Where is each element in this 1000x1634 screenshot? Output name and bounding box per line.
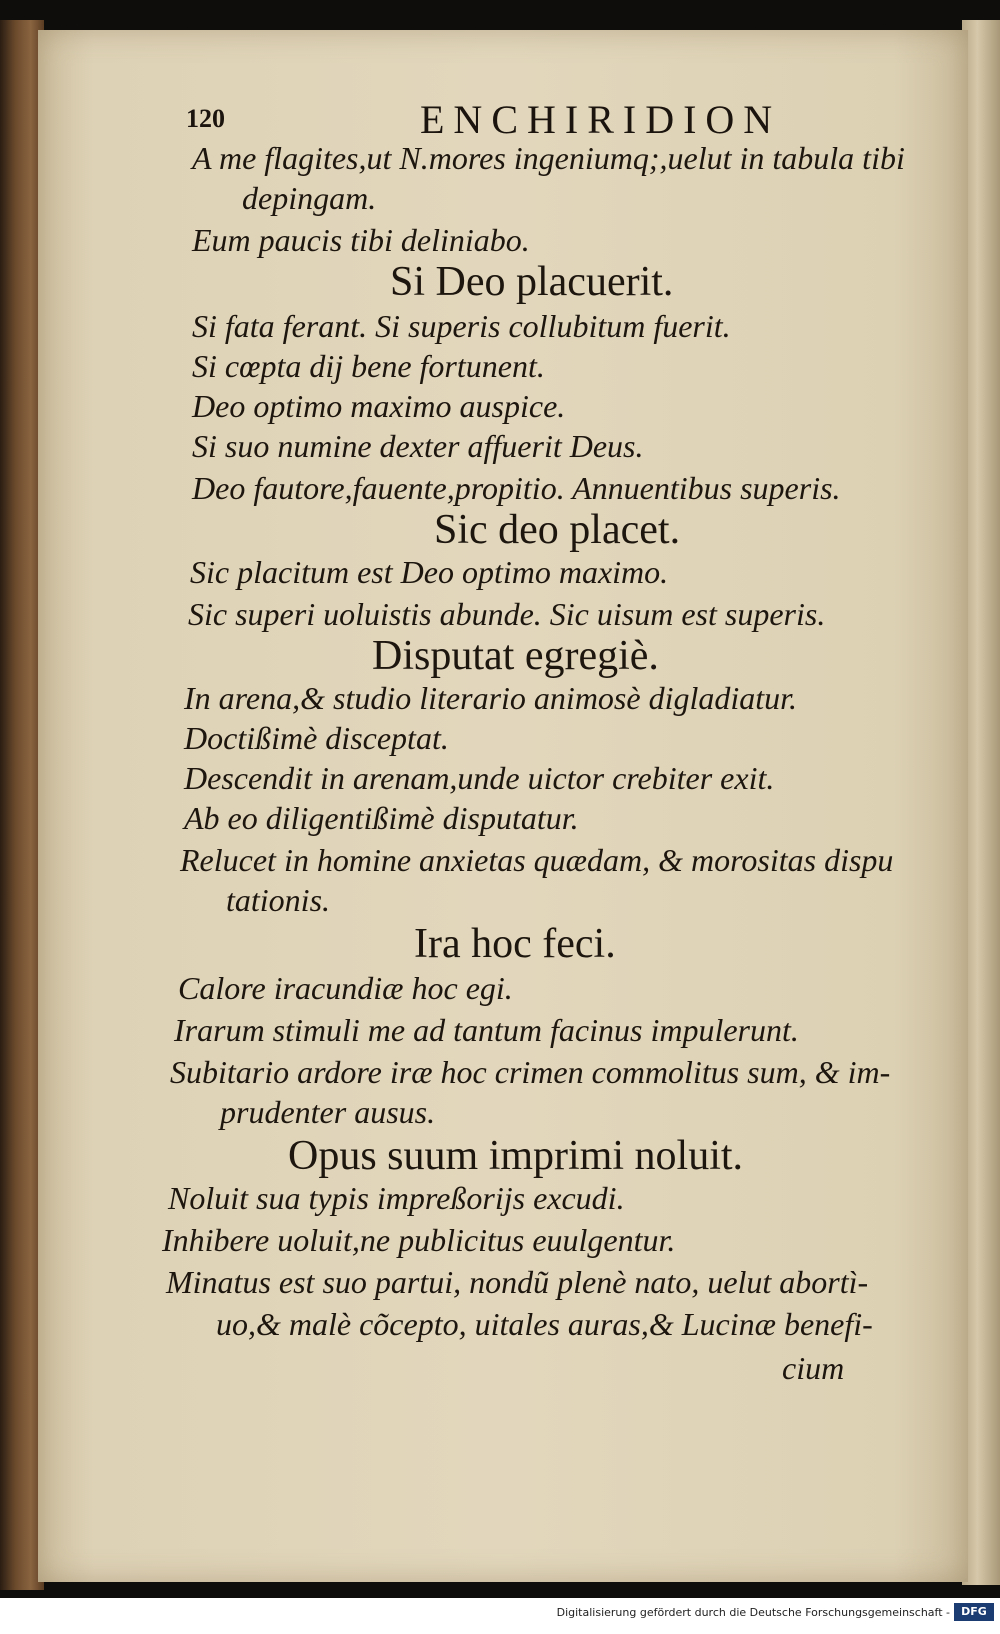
text-line: prudenter ausus. (220, 1094, 436, 1130)
page-header (38, 96, 968, 142)
dfg-logo-icon: DFG (954, 1603, 994, 1621)
funding-credit: Digitalisierung gefördert durch die Deutsche Forschungsgemeinschaft - (556, 1606, 950, 1619)
text-line: Sic superi uoluistis abunde. Sic uisum est superis. (188, 596, 826, 632)
text-line: Minatus est suo partui, nondũ plenè nato, uelut abortì- (166, 1264, 869, 1300)
text-line: Inhibere uoluit,ne publicitus euulgentur. (162, 1222, 676, 1258)
text-line: uo,& malè cõcepto, uitales auras,& Lucinæ benefi- (216, 1306, 873, 1342)
text-line: Si suo numine dexter affuerit Deus. (192, 428, 644, 464)
text-line: depingam. (242, 180, 377, 216)
text-line: Deo optimo maximo auspice. (192, 388, 566, 424)
text-line: Relucet in homine anxietas quædam, & morositas dispu (180, 842, 894, 878)
section-heading: Disputat egregiè. (372, 633, 659, 679)
text-line: Si fata ferant. Si superis collubitum fuerit. (192, 308, 731, 344)
text-line: Descendit in arenam,unde uictor crebiter exit. (184, 760, 775, 796)
text-line: In arena,& studio literario animosè digladiatur. (184, 680, 798, 716)
book-page (38, 30, 968, 1582)
text-line: Noluit sua typis impreßorijs excudi. (168, 1180, 625, 1216)
text-line: Subitario ardore iræ hoc crimen commolitus sum, & im- (170, 1054, 891, 1090)
text-line: Calore iracundiæ hoc egi. (178, 970, 513, 1006)
text-line: Sic placitum est Deo optimo maximo. (190, 554, 669, 590)
text-line: Deo fautore,fauente,propitio. Annuentibus superis. (192, 470, 841, 506)
section-heading: Sic deo placet. (434, 507, 681, 553)
text-line: tationis. (226, 882, 331, 918)
text-line: Eum paucis tibi deliniabo. (192, 222, 530, 258)
text-line: Ab eo diligentißimè disputatur. (184, 800, 579, 836)
page-number: 120 (186, 104, 225, 133)
text-line: Irarum stimuli me ad tantum facinus impulerunt. (174, 1012, 799, 1048)
text-line: A me flagites,ut N.mores ingeniumq;,uelut in tabula tibi (192, 140, 905, 176)
catchword: cium (782, 1350, 845, 1386)
text-line: Si cœpta dij bene fortunent. (192, 348, 545, 384)
section-heading: Si Deo placuerit. (390, 259, 674, 305)
text-line: Doctißimè disceptat. (184, 720, 449, 756)
section-heading: Opus suum imprimi noluit. (288, 1133, 744, 1179)
running-head: ENCHIRIDION (420, 97, 782, 142)
section-heading: Ira hoc feci. (414, 921, 616, 967)
